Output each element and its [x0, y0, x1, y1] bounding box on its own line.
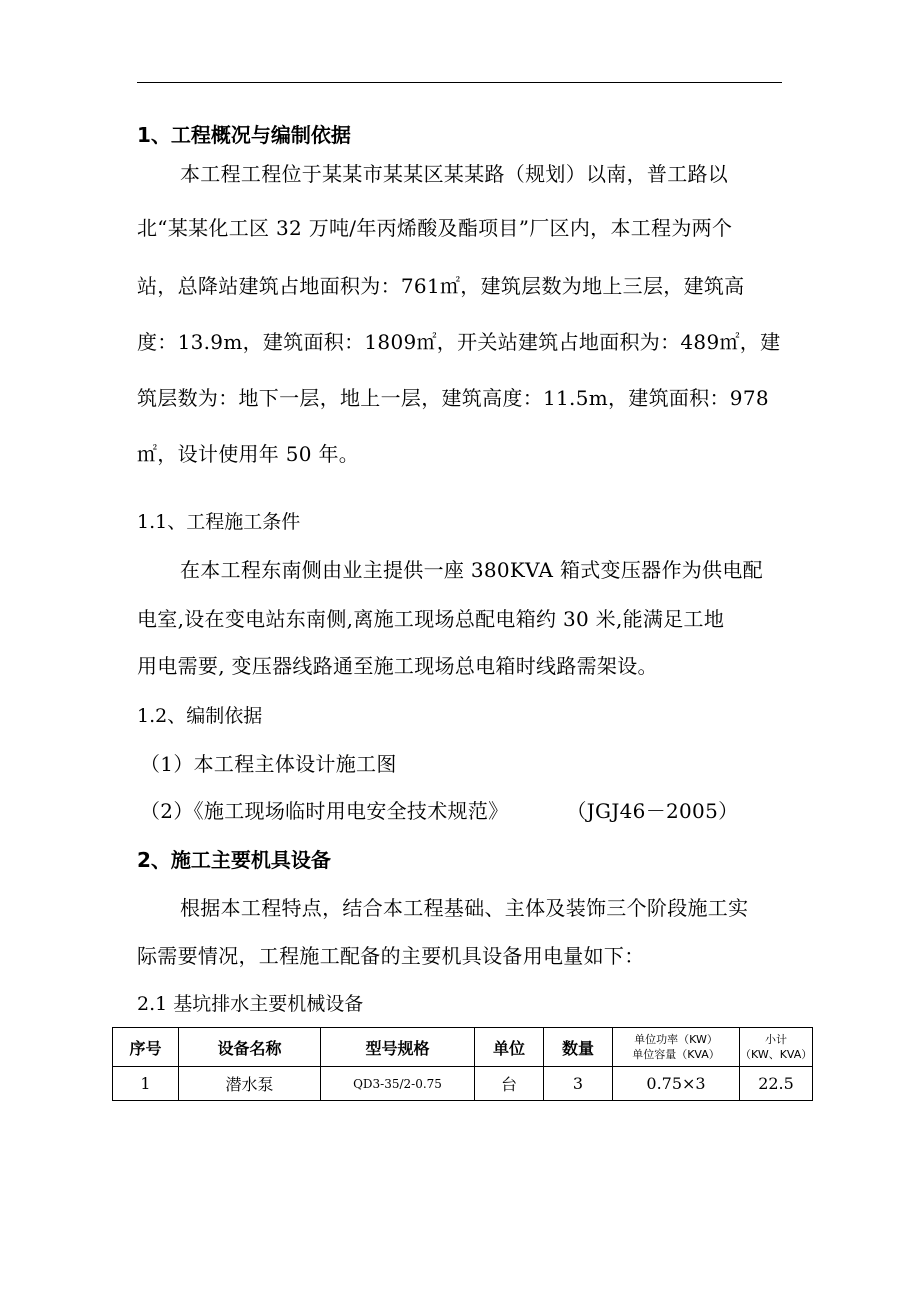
- section2-1-heading: 2.1 基坑排水主要机械设备: [137, 993, 364, 1015]
- header-power-line1: 单位功率（KW）: [634, 1033, 718, 1046]
- section1-1-line-3: 用电需要, 变压器线路通至施工现场总电箱时线路需架设。: [137, 654, 658, 678]
- header-subtotal-line1: 小计: [765, 1033, 787, 1046]
- section1-line-1: 本工程工程位于某某市某某区某某路（规划）以南，普工路以: [180, 162, 729, 186]
- header-unit: 单位: [475, 1028, 544, 1067]
- table-header-row: [113, 1028, 813, 1067]
- section1-1-line-2: 电室,设在变电站东南侧,离施工现场总配电箱约 30 米,能满足工地: [137, 607, 725, 631]
- header-seq: 序号: [113, 1028, 179, 1067]
- cell-qty: 3: [544, 1067, 613, 1101]
- reference-2-title: （2）《施工现场临时用电安全技术规范》: [140, 799, 509, 823]
- cell-seq: 1: [113, 1067, 179, 1101]
- header-model: 型号规格: [321, 1028, 475, 1067]
- reference-1: （1）本工程主体设计施工图: [140, 752, 397, 776]
- reference-2-code: （JGJ46－2005）: [566, 799, 739, 823]
- cell-unit: 台: [475, 1067, 544, 1101]
- header-name: 设备名称: [179, 1028, 321, 1067]
- cell-name: 潜水泵: [179, 1067, 321, 1101]
- header-rule: [137, 82, 782, 83]
- equipment-table: [112, 1027, 813, 1101]
- table-row: [113, 1067, 813, 1101]
- section2-line-2: 际需要情况，工程施工配备的主要机具设备用电量如下：: [137, 944, 645, 968]
- section1-1-heading: 1.1、工程施工条件: [137, 511, 301, 533]
- section1-heading: 1、工程概况与编制依据: [137, 123, 351, 147]
- header-subtotal: [740, 1028, 813, 1067]
- cell-model: QD3-35/2-0.75: [321, 1067, 475, 1101]
- section1-line-2: 北“某某化工区 32 万吨/年丙烯酸及酯项目”厂区内，本工程为两个: [137, 216, 733, 240]
- section1-line-4: 度：13.9m，建筑面积：1809㎡，开关站建筑占地面积为：489㎡，建: [137, 330, 781, 354]
- reference-2: [140, 797, 738, 825]
- header-qty: 数量: [544, 1028, 613, 1067]
- section2-heading: 2、施工主要机具设备: [137, 848, 331, 872]
- section1-line-5: 筑层数为：地下一层，地上一层，建筑高度：11.5m，建筑面积：978: [137, 386, 769, 410]
- header-power: [613, 1028, 740, 1067]
- header-subtotal-line2: （KW、KVA）: [740, 1048, 813, 1061]
- section1-1-line-1: 在本工程东南侧由业主提供一座 380KVA 箱式变压器作为供电配: [180, 558, 763, 582]
- section1-line-3: 站，总降站建筑占地面积为：761㎡，建筑层数为地上三层，建筑高: [137, 274, 745, 298]
- cell-power: 0.75×3: [613, 1067, 740, 1101]
- section1-line-6: ㎡，设计使用年 50 年。: [137, 442, 360, 466]
- section1-2-heading: 1.2、编制依据: [137, 705, 263, 727]
- section2-line-1: 根据本工程特点，结合本工程基础、主体及装饰三个阶段施工实: [180, 896, 749, 920]
- cell-subtotal: 22.5: [740, 1067, 813, 1101]
- header-power-line2: 单位容量（KVA）: [632, 1048, 720, 1061]
